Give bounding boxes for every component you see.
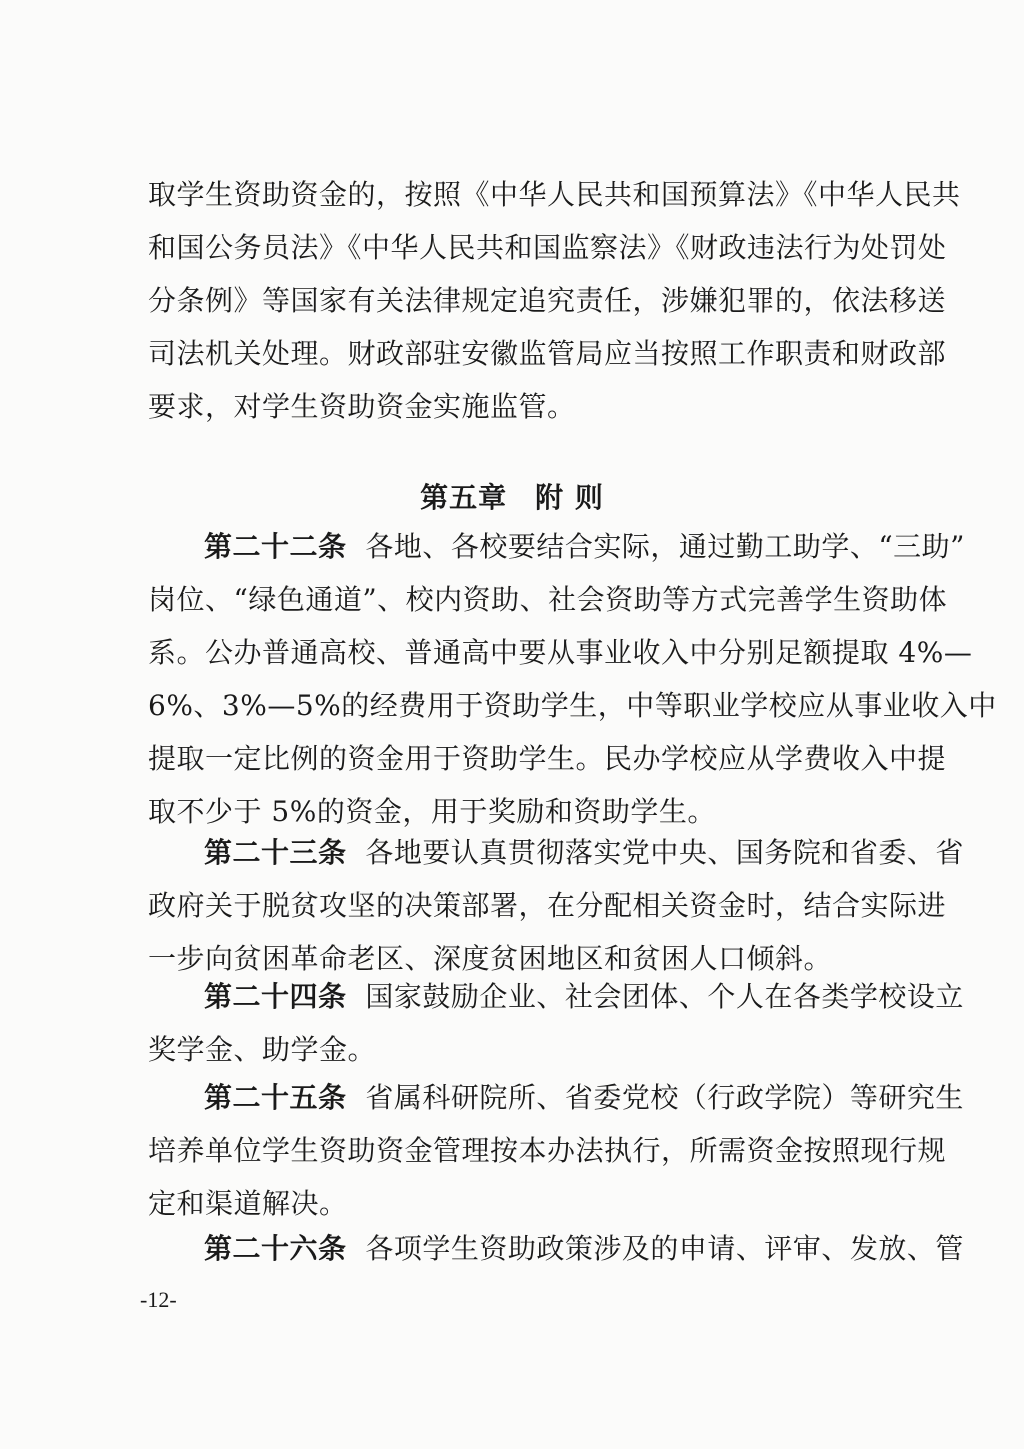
page-number: -12-	[140, 1287, 177, 1312]
text-line: 司法机关处理。财政部驻安徽监管局应当按照工作职责和财政部	[148, 337, 947, 370]
article-text: 各项学生资助政策涉及的申请、评审、发放、管	[365, 1232, 964, 1265]
text-line: 和国公务员法》《中华人民共和国监察法》《财政违法行为处罚处	[148, 231, 947, 264]
article-text: 各地、各校要结合实际，通过勤工助学、“三助”	[365, 530, 965, 563]
text-line: 分条例》等国家有关法律规定追究责任，涉嫌犯罪的，依法移送	[148, 284, 947, 317]
text-line: 提取一定比例的资金用于资助学生。民办学校应从学费收入中提	[148, 742, 947, 775]
text-line: 6%、3%—5%的经费用于资助学生，中等职业学校应从事业收入中	[148, 689, 997, 722]
article-26	[148, 1222, 964, 1275]
article-label: 第二十二条	[204, 530, 347, 563]
article-25	[148, 1071, 964, 1230]
article-label: 第二十六条	[204, 1232, 347, 1265]
article-first-line	[148, 826, 964, 879]
text-line: 培养单位学生资助资金管理按本办法执行，所需资金按照现行规	[148, 1134, 947, 1167]
article-text: 国家鼓励企业、社会团体、个人在各类学校设立	[365, 980, 964, 1013]
text-line: 要求，对学生资助资金实施监管。	[148, 390, 576, 423]
article-first-line	[148, 520, 965, 573]
text-line: 岗位、“绿色通道”、校内资助、社会资助等方式完善学生资助体	[148, 583, 948, 616]
text-line: 取不少于 5%的资金，用于奖励和资助学生。	[148, 795, 716, 828]
text-line: 政府关于脱贫攻坚的决策部署，在分配相关资金时，结合实际进	[148, 889, 947, 922]
chapter-number: 第五章	[420, 481, 508, 514]
text-line: 取学生资助资金的，按照《中华人民共和国预算法》《中华人民共	[148, 178, 961, 211]
text-line: 系。公办普通高校、普通高中要从事业收入中分别足额提取 4%—	[148, 636, 973, 669]
article-22	[148, 520, 997, 838]
article-label: 第二十四条	[204, 980, 347, 1013]
article-23	[148, 826, 964, 985]
chapter-title: 附 则	[535, 481, 604, 514]
article-first-line	[148, 1222, 964, 1275]
article-first-line	[148, 1071, 964, 1124]
article-text: 各地要认真贯彻落实党中央、国务院和省委、省	[365, 836, 964, 869]
chapter-heading	[0, 478, 1024, 518]
article-label: 第二十三条	[204, 836, 347, 869]
text-line: 一步向贫困革命老区、深度贫困地区和贫困人口倾斜。	[148, 942, 833, 975]
text-line: 定和渠道解决。	[148, 1187, 348, 1220]
article-first-line	[148, 970, 964, 1023]
article-text: 省属科研院所、省委党校（行政学院）等研究生	[365, 1081, 964, 1114]
text-line: 奖学金、助学金。	[148, 1033, 377, 1066]
article-24	[148, 970, 964, 1076]
article-label: 第二十五条	[204, 1081, 347, 1114]
intro-paragraph	[148, 168, 961, 433]
